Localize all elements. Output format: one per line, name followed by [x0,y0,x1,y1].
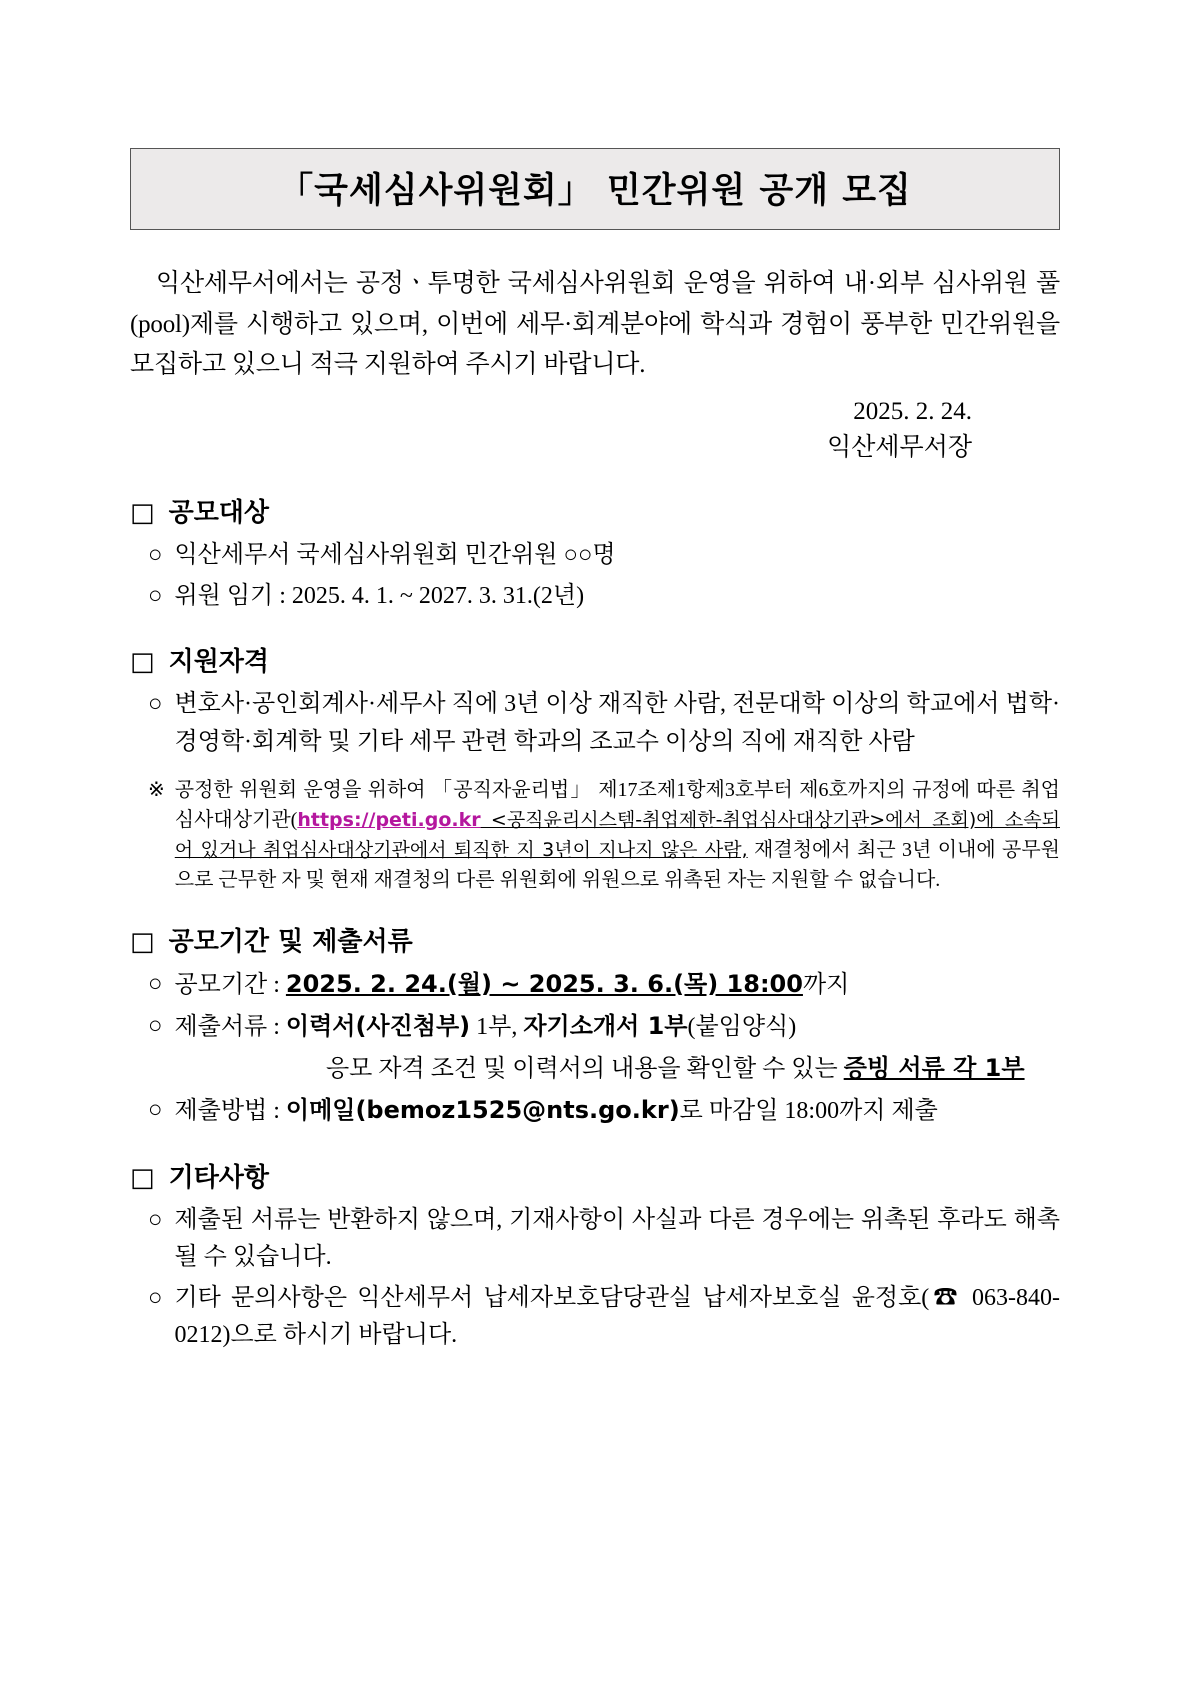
peti-link[interactable]: https://peti.go.kr [297,808,481,831]
note-part-3: 재결청에서 최근 3년 이내에 공무원으로 근무한 자 및 현재 재결청의 다른 위원회에 위원으로 위촉된 자는 지원할 수 없습니다. [174,838,1060,891]
asterisk-marker-icon: ※ [148,778,165,801]
list-item-text [175,1092,1061,1130]
eligibility-note [130,775,1060,895]
document-content [130,148,1060,1358]
documents-subnote [130,1050,1060,1088]
documents-emph-1: 이력서(사진첨부) [285,1011,471,1040]
list-item [130,537,1060,574]
documents-subnote-emph: 증빙 서류 각 1부 [843,1054,1025,1083]
period-tail: 까지 [802,971,850,998]
section-heading-label: 지원자격 [168,647,270,678]
section-heading-period-documents [130,921,1060,958]
list-item-documents [130,1008,1060,1046]
list-item-text: 익산세무서 국세심사위원회 민간위원 ○○명 [174,542,616,568]
circle-marker-icon: ○ [148,542,163,568]
note-part-2: <공직윤리시스템-취업제한-취업심사대상기관>에서 조회)에 소속되어 있거나 취업심사대상기관에서 퇴직한 지 3년이 지나지 않은 사람, [174,808,1060,861]
section-marker-icon: □ [130,498,155,528]
list-item [130,578,1060,615]
documents-label: 제출서류 : [174,1013,280,1040]
note-text [175,775,1060,895]
circle-marker-icon: ○ [148,1097,163,1124]
period-value: 2025. 2. 24.(월) ~ 2025. 3. 6.(목) 18:00 [285,969,803,998]
circle-marker-icon: ○ [148,1206,163,1233]
list-item-text: 기타 문의사항은 익산세무서 납세자보호담당관실 납세자보호실 윤정호(☎ 063-840-0212)으로 하시기 바랍니다. [174,1284,1060,1349]
list-item-period [130,966,1060,1004]
submission-label: 제출방법 : [174,1098,280,1125]
documents-subnote-pre: 응모 자격 조건 및 이력서의 내용을 확인할 수 있는 [326,1056,844,1083]
section-heading-label: 기타사항 [168,1162,270,1193]
list-item-text: 제출된 서류는 반환하지 않으며, 기재사항이 사실과 다른 경우에는 위촉된 후라도 해촉될 수 있습니다. [174,1206,1060,1270]
list-item-text: 위원 임기 : 2025. 4. 1. ~ 2027. 3. 31.(2년) [174,583,585,610]
list-item [130,686,1060,760]
page-title: 「국세심사위원회」 민간위원 공개 모집 [278,171,912,211]
intro-paragraph: 익산세무서에서는 공정ㆍ투명한 국세심사위원회 운영을 위하여 내·외부 심사위원 풀(pool)제를 시행하고 있으며, 이번에 세무·회계분야에 학식과 경험이 풍부한 민간위원을 모집하고 있으니 적극 지원하여 주시기 바랍니다. [130,270,1060,378]
circle-marker-icon: ○ [148,970,163,997]
section-heading-other [130,1157,1060,1194]
title-box [130,148,1060,230]
section-heading-label: 공모기간 및 제출서류 [168,926,413,957]
section-marker-icon: □ [130,926,155,957]
submission-tail: 로 마감일 18:00까지 제출 [679,1098,938,1125]
documents-tail: (붙임양식) [687,1013,797,1040]
section-marker-icon: □ [130,1162,155,1193]
list-item-text [175,966,1061,1004]
section-heading-recruit-target [130,492,1060,529]
documents-emph-2: 자기소개서 1부 [523,1011,688,1040]
note-part-1: 공정한 위원회 운영을 위하여 「공직자윤리법」 제17조제1항제3호부터 제6호까지의 규정에 따른 취업심사대상기관( [174,778,1060,831]
circle-marker-icon: ○ [148,1284,163,1311]
circle-marker-icon: ○ [148,691,163,718]
submission-email[interactable]: 이메일(bemoz1525@nts.go.kr) [285,1096,680,1125]
documents-mid: 1부, [470,1013,524,1040]
list-item [130,1280,1060,1354]
list-item-submission [130,1092,1060,1130]
list-item [130,1202,1060,1276]
period-label: 공모기간 : [174,971,280,998]
section-heading-eligibility [130,641,1060,678]
section-heading-label: 공모대상 [168,498,270,528]
section-marker-icon: □ [130,647,155,678]
circle-marker-icon: ○ [148,1012,163,1039]
circle-marker-icon: ○ [148,583,163,610]
issuer-name: 익산세무서장 [827,433,972,461]
signature-block [130,394,1060,467]
list-item-text [175,1008,1061,1046]
issue-date: 2025. 2. 24. [853,397,972,425]
list-item-text: 변호사·공인회계사·세무사 직에 3년 이상 재직한 사람, 전문대학 이상의 학교에서 법학·경영학·회계학 및 기타 세무 관련 학과의 조교수 이상의 직에 재직한 사람 [174,691,1060,755]
